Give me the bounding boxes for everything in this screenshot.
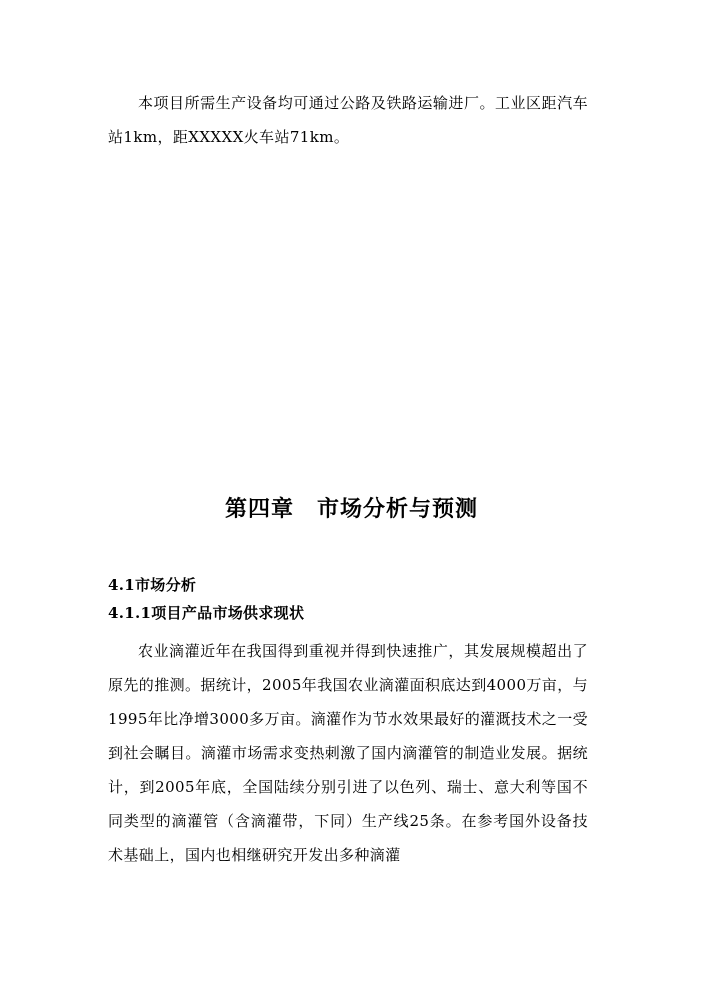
section-heading: 4.1市场分析 [108, 576, 197, 594]
body-paragraph: 农业滴灌近年在我国得到重视并得到快速推广，其发展规模超出了原先的推测。据统计，2005年我国农业滴灌面积底达到4000万亩，与1995年比净增3000多万亩。滴灌作为节水效果最好的灌溉技术之一受到社会瞩目。滴灌市场需求变热刺激了国内滴灌管的制造业发展。据统计，到2005年底，全国陆续分别引进了以色列、瑞士、意大利等国不同类型的滴灌管（含滴灌带，下同）生产线25条。在参考国外设备技术基础上，国内也相继研究开发出多种滴灌 [108, 642, 588, 864]
chapter-title: 第四章 市场分析与预测 [224, 496, 478, 522]
intro-paragraph: 本项目所需生产设备均可通过公路及铁路运输进厂。工业区距汽车站1km，距XXXXX火车站71km。 [108, 94, 588, 146]
subsection-heading: 4.1.1项目产品市场供求现状 [108, 604, 305, 622]
